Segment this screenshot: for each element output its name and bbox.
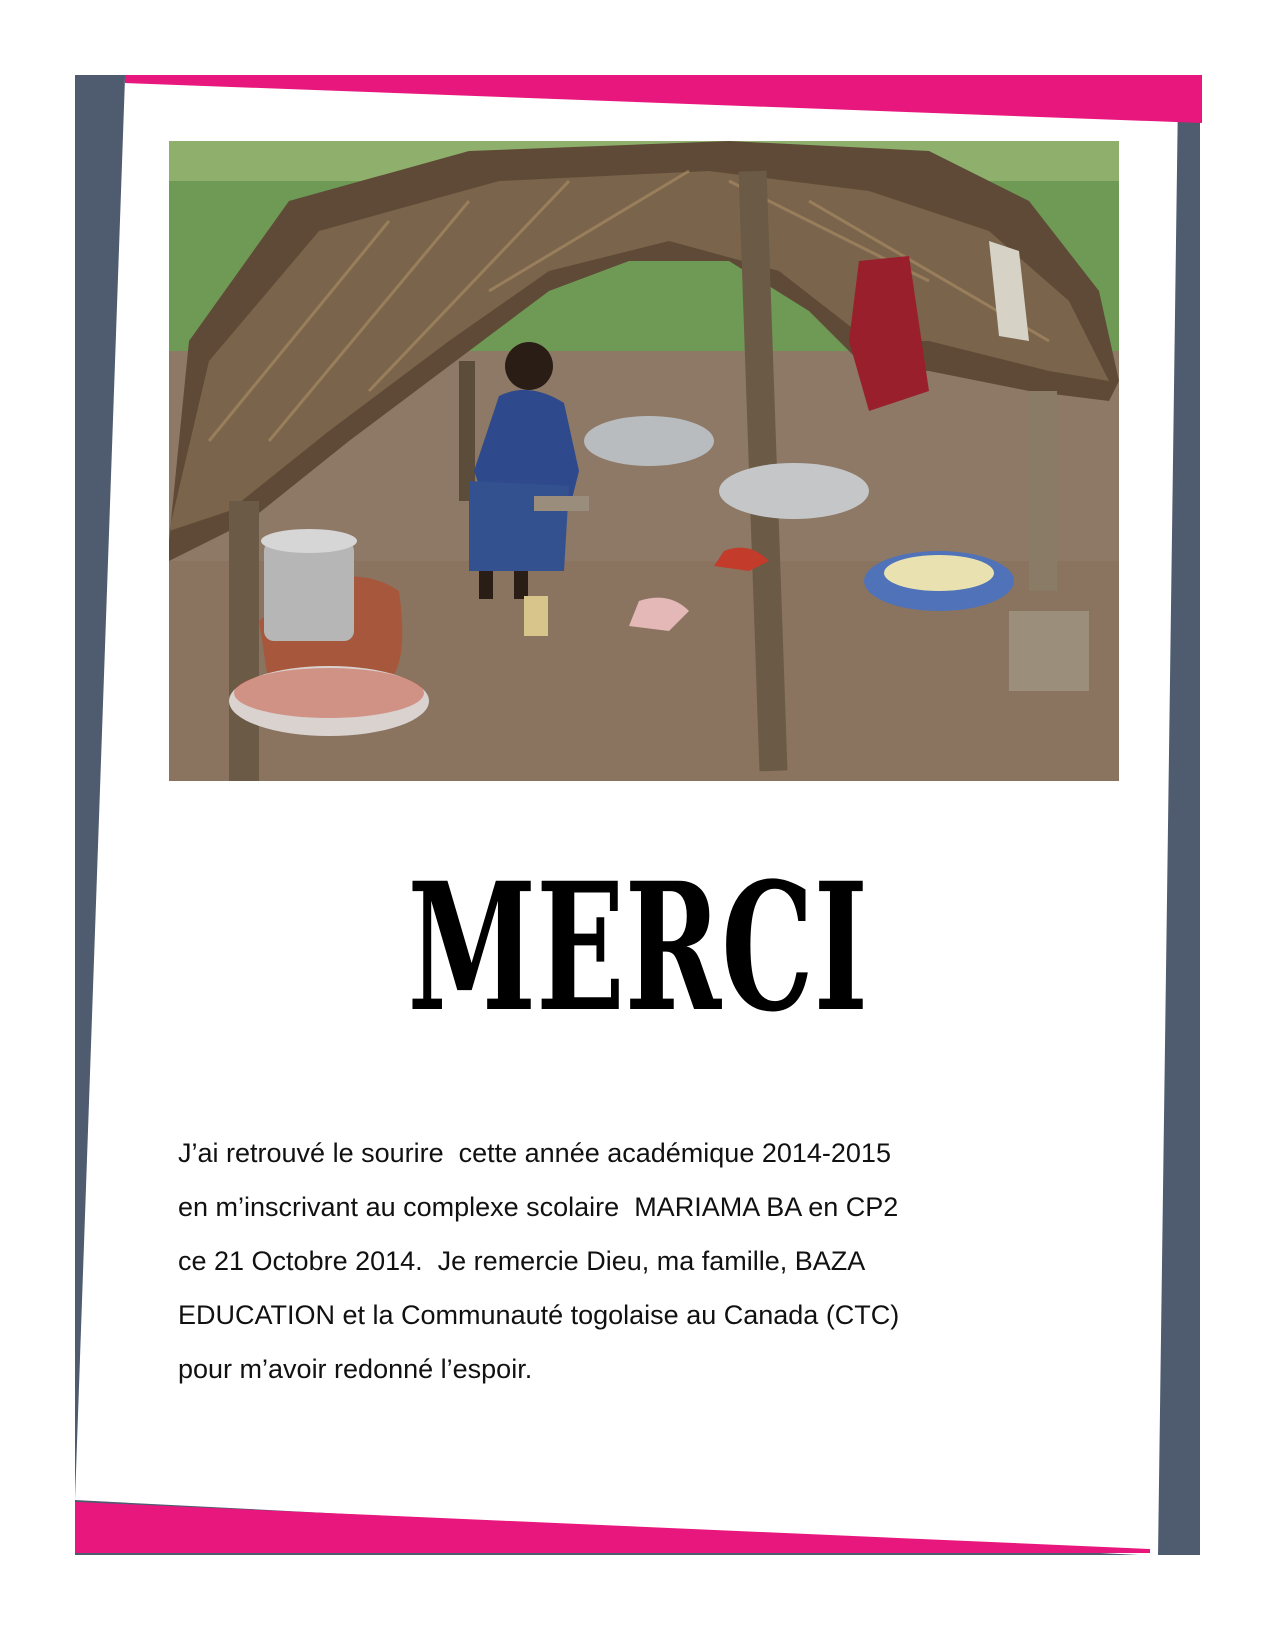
- page-title: MERCI: [407, 844, 868, 1051]
- message-line: EDUCATION et la Communauté togolaise au Canada (CTC): [178, 1300, 900, 1330]
- thank-you-message: [178, 1126, 1098, 1396]
- message-line: J’ai retrouvé le sourire cette année académique 2014-2015: [178, 1138, 891, 1168]
- hut-photo: [169, 141, 1119, 781]
- message-line: en m’inscrivant au complexe scolaire MARIAMA BA en CP2: [178, 1192, 899, 1222]
- message-line: pour m’avoir redonné l’espoir.: [178, 1354, 533, 1384]
- message-line: ce 21 Octobre 2014. Je remercie Dieu, ma famille, BAZA: [178, 1246, 866, 1276]
